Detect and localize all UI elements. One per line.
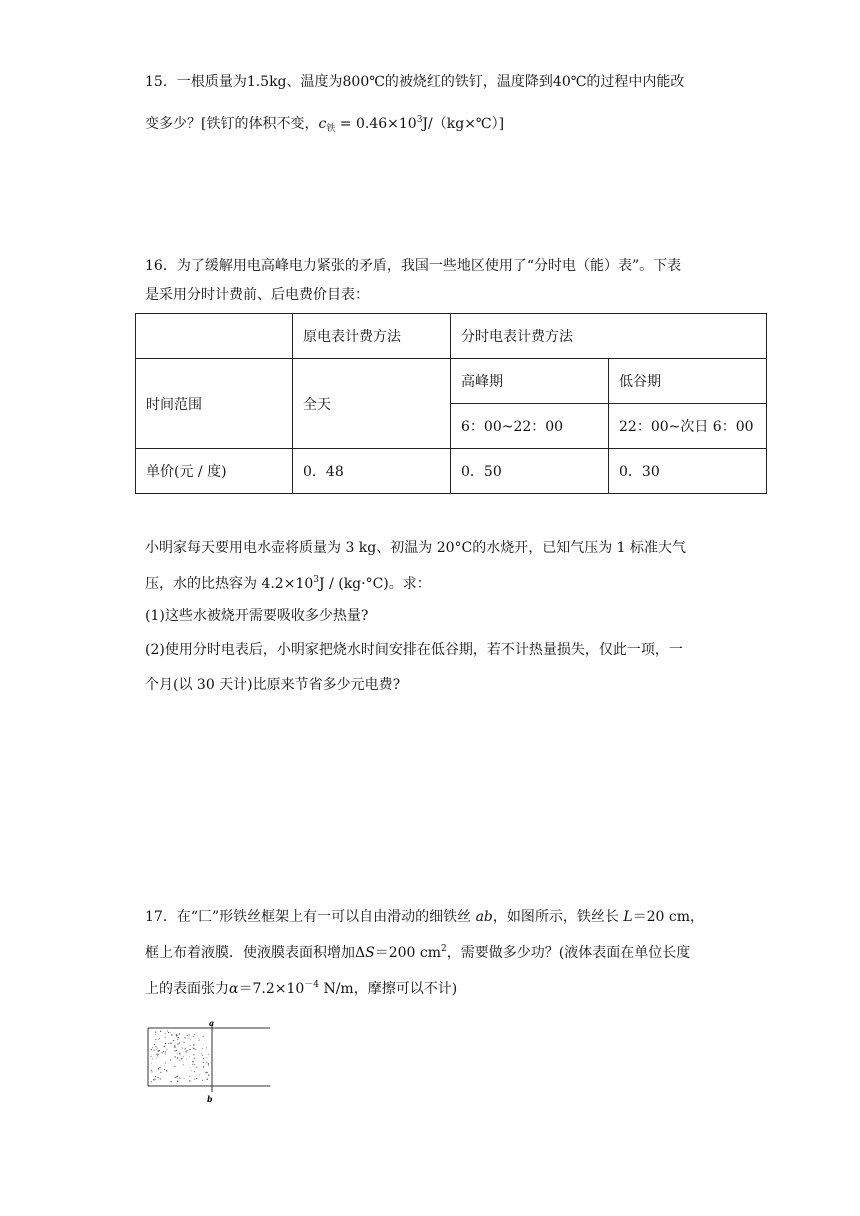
label-a: a xyxy=(209,1020,215,1028)
cell-peak-time: 6：00~22：00 xyxy=(451,404,609,449)
cell-valley-time: 22：00~次日 6：00 xyxy=(609,404,767,449)
film-dot xyxy=(177,1043,178,1044)
film-dot xyxy=(196,1078,197,1079)
film-dot xyxy=(164,1069,165,1070)
film-dot xyxy=(167,1030,168,1031)
film-dot xyxy=(203,1062,204,1063)
film-dot xyxy=(192,1064,193,1065)
film-dot xyxy=(174,1056,175,1057)
c-symbol: c xyxy=(318,116,327,132)
cell-price-peak: 0．50 xyxy=(451,449,609,494)
film-dot xyxy=(171,1034,173,1036)
film-dot xyxy=(165,1051,166,1052)
q16-line-1: 16．为了缓解用电高峰电力紧张的矛盾，我国一些地区使用了“分时电（能）表”。下表 xyxy=(145,258,682,274)
cell-peak: 高峰期 xyxy=(451,359,609,404)
film-dot xyxy=(193,1048,195,1050)
q16-paragraph-1: 小明家每天要用电水壶将质量为 3 kg、初温为 20°C的水烧开，已知气压为 1 标准大气 xyxy=(145,540,687,556)
film-dot xyxy=(203,1036,204,1037)
film-dot xyxy=(161,1052,162,1053)
film-dot xyxy=(154,1044,155,1045)
film-dot xyxy=(177,1081,179,1083)
film-dot xyxy=(183,1056,184,1057)
film-dot xyxy=(206,1078,207,1079)
film-dot xyxy=(176,1034,178,1036)
film-dot xyxy=(177,1037,178,1038)
q15-line-2: 变多少？[铁钉的体积不变，$c_铁$ = $0.46\times 10^3J/(kg\times℃)$] xyxy=(145,115,505,134)
film-dot xyxy=(194,1079,195,1080)
film-dot xyxy=(208,1063,209,1064)
film-dot xyxy=(177,1076,178,1077)
film-dot xyxy=(157,1077,158,1078)
film-dot xyxy=(188,1038,189,1039)
film-dot xyxy=(179,1053,180,1054)
film-dot xyxy=(173,1040,174,1041)
film-dot xyxy=(193,1044,195,1046)
film-dot xyxy=(170,1081,171,1082)
film-dot xyxy=(158,1068,159,1069)
film-dot xyxy=(206,1057,207,1058)
q16-sub-2b: 个月(以 30 天计)比原来节省多少元电费? xyxy=(145,677,401,693)
film-dot xyxy=(176,1050,177,1051)
film-dot xyxy=(155,1032,156,1033)
film-dot xyxy=(159,1039,160,1040)
label-b: b xyxy=(207,1094,213,1104)
fee-table xyxy=(135,313,767,494)
film-dot xyxy=(174,1066,175,1067)
film-dot xyxy=(202,1080,203,1081)
film-dot xyxy=(189,1080,190,1081)
film-dot xyxy=(206,1062,207,1063)
q17-line-2: 框上布着液膜．使液膜表面积增加ΔS＝200 $cm^2$，需要做多少功？(液体表面在单位长度 xyxy=(145,944,691,961)
film-dot xyxy=(206,1062,207,1063)
film-dot xyxy=(202,1055,203,1056)
film-dot xyxy=(155,1039,156,1040)
film-dot xyxy=(166,1070,167,1071)
film-dot xyxy=(176,1076,177,1077)
film-dot xyxy=(168,1043,169,1044)
film-dot xyxy=(168,1032,169,1033)
film-dots xyxy=(150,1030,209,1082)
q16-line-2: 是采用分时计费前、后电费价目表： xyxy=(145,287,369,303)
film-dot xyxy=(185,1051,186,1052)
film-dot xyxy=(167,1049,168,1050)
film-dot xyxy=(151,1081,152,1082)
film-dot xyxy=(157,1055,158,1056)
cell-valley: 低谷期 xyxy=(609,359,767,404)
film-dot xyxy=(182,1048,183,1049)
film-dot xyxy=(160,1072,161,1073)
film-dot xyxy=(181,1058,183,1060)
film-dot xyxy=(185,1048,186,1049)
film-dot xyxy=(165,1033,166,1034)
table-corner xyxy=(136,314,293,359)
film-dot xyxy=(156,1041,157,1042)
film-dot xyxy=(203,1058,204,1059)
film-dot xyxy=(157,1048,158,1049)
film-dot xyxy=(164,1046,165,1047)
film-dot xyxy=(190,1067,191,1068)
film-dot xyxy=(153,1050,154,1051)
film-dot xyxy=(189,1034,190,1035)
film-dot xyxy=(155,1034,156,1035)
q16-sub-2a: (2)使用分时电表后，小明家把烧水时间安排在低谷期，若不计热量损失，仅此一项，一 xyxy=(145,642,683,658)
film-dot xyxy=(156,1049,157,1050)
film-dot xyxy=(184,1078,185,1079)
film-dot xyxy=(187,1050,188,1051)
film-dot xyxy=(155,1076,156,1077)
film-dot xyxy=(183,1042,184,1043)
film-dot xyxy=(159,1038,160,1039)
cell-all-day: 全天 xyxy=(293,359,451,449)
film-dot xyxy=(192,1061,194,1063)
film-dot xyxy=(151,1063,152,1064)
film-dot xyxy=(158,1050,160,1052)
film-dot xyxy=(193,1047,194,1048)
film-dot xyxy=(190,1039,191,1040)
film-dot xyxy=(186,1051,187,1052)
film-dot xyxy=(187,1035,188,1036)
film-dot xyxy=(160,1030,161,1031)
film-dot xyxy=(160,1078,161,1079)
film-dot xyxy=(151,1071,152,1072)
film-dot xyxy=(151,1070,152,1071)
film-dot xyxy=(177,1053,178,1054)
film-dot xyxy=(202,1048,203,1049)
film-dot xyxy=(201,1054,202,1055)
film-dot xyxy=(179,1052,180,1053)
q17-line-1: 17．在“匚”形铁丝框架上有一可以自由滑动的细铁丝 ab，如图所示，铁丝长 L＝20 cm， xyxy=(145,909,705,925)
film-dot xyxy=(165,1053,166,1054)
film-dot xyxy=(179,1042,180,1043)
header-original: 原电表计费方法 xyxy=(293,314,451,359)
film-dot xyxy=(150,1056,151,1057)
film-dot xyxy=(153,1079,155,1081)
wire-frame-figure xyxy=(145,1020,275,1105)
q16-sub-1: (1)这些水被烧开需要吸收多少热量? xyxy=(145,608,369,624)
cell-price-valley: 0．30 xyxy=(609,449,767,494)
film-dot xyxy=(165,1037,166,1038)
film-dot xyxy=(203,1066,204,1067)
film-dot xyxy=(174,1046,175,1047)
film-dot xyxy=(174,1045,175,1046)
film-dot xyxy=(151,1049,152,1050)
cell-unit-price: 单价(元 / 度) xyxy=(136,449,293,494)
film-dot xyxy=(208,1074,209,1075)
cell-price-original: 0．48 xyxy=(293,449,451,494)
film-dot xyxy=(189,1076,190,1077)
film-dot xyxy=(206,1072,208,1074)
film-dot xyxy=(164,1051,165,1052)
film-dot xyxy=(164,1065,165,1066)
film-dot xyxy=(179,1060,180,1061)
film-dot xyxy=(174,1050,175,1051)
film-dot xyxy=(199,1040,200,1041)
film-dot xyxy=(196,1067,197,1068)
film-dot xyxy=(193,1054,194,1055)
film-dot xyxy=(191,1070,192,1071)
film-dot xyxy=(183,1064,184,1065)
film-dot xyxy=(190,1045,191,1046)
film-dot xyxy=(152,1058,153,1059)
film-dot xyxy=(170,1059,171,1060)
q17-line-3: 上的表面张力$\alpha=7.2\times 10^{-4}$ N/m，摩擦可以不计) xyxy=(145,980,458,997)
film-dot xyxy=(193,1036,194,1037)
film-dot xyxy=(179,1034,180,1035)
film-dot xyxy=(189,1049,190,1050)
film-dot xyxy=(159,1067,160,1068)
header-tou: 分时电表计费方法 xyxy=(451,314,767,359)
film-dot xyxy=(208,1054,209,1055)
film-dot xyxy=(179,1077,180,1078)
film-dot xyxy=(199,1074,200,1075)
film-dot xyxy=(186,1059,187,1060)
film-dot xyxy=(181,1047,182,1048)
film-dot xyxy=(206,1047,207,1048)
film-dot xyxy=(175,1077,176,1078)
film-dot xyxy=(157,1053,159,1055)
film-dot xyxy=(169,1063,170,1064)
q16-paragraph-2: 压，水的比热容为 $4.2\times 10^3J / (kg\cdot^\circ C)$。求： xyxy=(145,575,431,592)
film-dot xyxy=(152,1047,153,1048)
film-dot xyxy=(156,1058,157,1059)
film-dot xyxy=(170,1032,171,1033)
film-dot xyxy=(194,1034,195,1035)
film-dot xyxy=(208,1065,209,1066)
film-dot xyxy=(165,1062,166,1063)
film-dot xyxy=(195,1049,196,1050)
q15-line-1: 15．一根质量为1.5kg、温度为800℃的被烧红的铁钉，温度降到40℃的过程中内能改 xyxy=(145,74,685,90)
cell-time-range: 时间范围 xyxy=(136,359,293,449)
film-dot xyxy=(165,1043,167,1045)
film-dot xyxy=(156,1046,157,1047)
film-dot xyxy=(170,1042,171,1043)
film-dot xyxy=(177,1057,179,1059)
film-dot xyxy=(194,1071,195,1072)
film-dot xyxy=(177,1039,178,1040)
film-dot xyxy=(194,1064,195,1065)
film-dot xyxy=(194,1058,195,1059)
film-dot xyxy=(196,1067,197,1068)
film-dot xyxy=(156,1054,157,1055)
film-dot xyxy=(203,1044,204,1045)
film-dot xyxy=(184,1037,185,1038)
film-dot xyxy=(189,1056,190,1057)
film-dot xyxy=(155,1079,156,1080)
